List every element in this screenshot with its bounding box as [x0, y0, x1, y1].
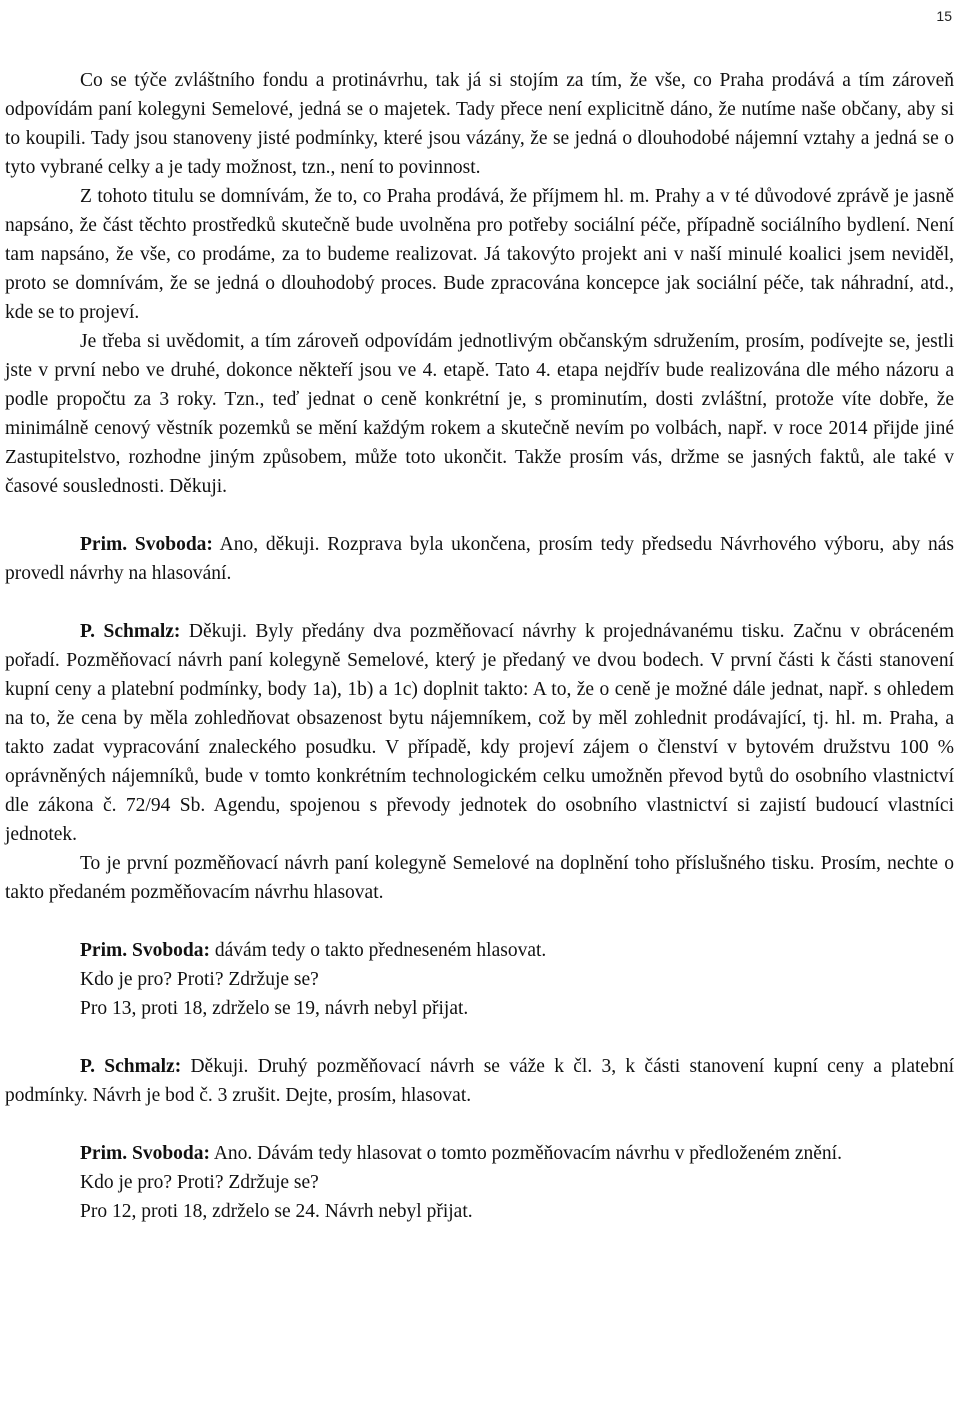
- speech-text: Ano, děkuji. Rozprava byla ukončena, prosím tedy předsedu Návrhového výboru, aby nás provedl návrhy na hlasování.: [5, 534, 954, 584]
- spacer: [5, 907, 954, 936]
- speaker-name: Prim. Svoboda:: [80, 940, 211, 961]
- speech-text: dávám tedy o takto předneseném hlasovat.: [210, 940, 547, 961]
- speech-turn-5: [5, 1139, 954, 1168]
- spacer: [5, 501, 954, 530]
- speaker-name: Prim. Svoboda:: [80, 534, 213, 555]
- speaker-name: P. Schmalz:: [80, 1056, 182, 1077]
- paragraph-3: Je třeba si uvědomit, a tím zároveň odpovídám jednotlivým občanským sdružením, prosím, podívejte se, jestli jste v první nebo ve druhé, dokonce někteří jsou ve 4. etapě. Tato 4. etapa nejdřív bude realizována dle mého názoru a podle propočtu za 3 roky. Tzn., teď jednat o ceně konkrétní je, s prominutím, dosti zvláštní, protože víte dobře, že minimálně cenový věstník pozemků se mění každým rokem a skutečně nevím po volbách, např. v roce 2014 přijde jiné Zastupitelstvo, rozhodne jiným způsobem, může toto ukončit. Takže prosím vás, držme se jasných faktů, ale také v časové souslednosti. Děkuji.: [5, 331, 954, 497]
- speaker-name: P. Schmalz:: [80, 621, 181, 642]
- spacer: [5, 1023, 954, 1052]
- vote-prompt: Kdo je pro? Proti? Zdržuje se?: [80, 969, 319, 990]
- speech-turn-3: [5, 936, 954, 965]
- vote-result: Pro 12, proti 18, zdrželo se 24. Návrh nebyl přijat.: [80, 1201, 473, 1222]
- speech-text: Děkuji. Byly předány dva pozměňovací návrhy k projednávanému tisku. Začnu v obráceném pořadí. Pozměňovací návrh paní kolegyně Semelové, který je předaný ve dvou bodech. V první části k části stanovení kupní ceny a platební podmínky, body 1a), 1b) a 1c) doplnit takto: A to, že o ceně je možné dále jednat, např. s ohledem na to, že cena by měla zohledňovat obsazenost bytu nájemníkem, což by měl zohlednit prodávající, tj. hl. m. Praha, a takto zadat vypracování znaleckého posudku. V případě, kdy projeví zájem o členství v bytovém družstvu 100 % oprávněných nájemníků, bude v tomto konkrétním technologickém celku umožněn převod bytů do osobního vlastnictví dle zákona č. 72/94 Sb. Agendu, spojenou s převody jednotek do osobního vlastnictví si zajistí budoucí vlastníci jednotek.: [5, 621, 955, 845]
- vote-result: Pro 13, proti 18, zdrželo se 19, návrh nebyl přijat.: [80, 998, 469, 1019]
- spacer: [5, 588, 954, 617]
- document-body: [5, 66, 954, 1226]
- speech-turn-1: [5, 530, 954, 588]
- spacer: [5, 1110, 954, 1139]
- speech-turn-4: [5, 1052, 954, 1110]
- speaker-name: Prim. Svoboda:: [80, 1143, 211, 1164]
- speech-text: Ano. Dávám tedy hlasovat o tomto pozměňovacím návrhu v předloženém znění.: [210, 1143, 842, 1164]
- paragraph-1: Co se týče zvláštního fondu a protinávrhu, tak já si stojím za tím, že vše, co Praha prodává a tím zároveň odpovídám paní kolegyni Semelové, jedná se o majetek. Tady přece není explicitně dáno, že nutíme naše občany, aby si to koupili. Tady jsou stanoveny jisté podmínky, které jsou vázány, že se jedná o dlouhodobé nájemní vztahy a jedná se o tyto vybrané celky a je tady možnost, tzn., není to povinnost.: [5, 70, 954, 178]
- vote-prompt: Kdo je pro? Proti? Zdržuje se?: [80, 1172, 319, 1193]
- speech-turn-2: [5, 617, 954, 849]
- page-number: 15: [936, 8, 952, 24]
- speech-turn-2-continuation: To je první pozměňovací návrh paní kolegyně Semelové na doplnění toho příslušného tisku. Prosím, nechte o takto předaném pozměňovacím návrhu hlasovat.: [5, 853, 954, 903]
- speech-text: Děkuji. Druhý pozměňovací návrh se váže k čl. 3, k části stanovení kupní ceny a platební podmínky. Návrh je bod č. 3 zrušit. Dejte, prosím, hlasovat.: [5, 1056, 954, 1106]
- paragraph-2: Z tohoto titulu se domnívám, že to, co Praha prodává, že příjmem hl. m. Prahy a v té důvodové zprávě je jasně napsáno, že část těchto prostředků skutečně bude uvolněna pro potřeby sociální péče, případně sociálního bydlení. Není tam napsáno, že vše, co prodáme, za to budeme realizovat. Já takovýto projekt ani v naší minulé koalici jsem neviděl, proto se domnívám, že se jedná o dlouhodobý proces. Bude zpracována koncepce jak sociální péče, tak náhradní, atd., kde se to projeví.: [5, 186, 954, 323]
